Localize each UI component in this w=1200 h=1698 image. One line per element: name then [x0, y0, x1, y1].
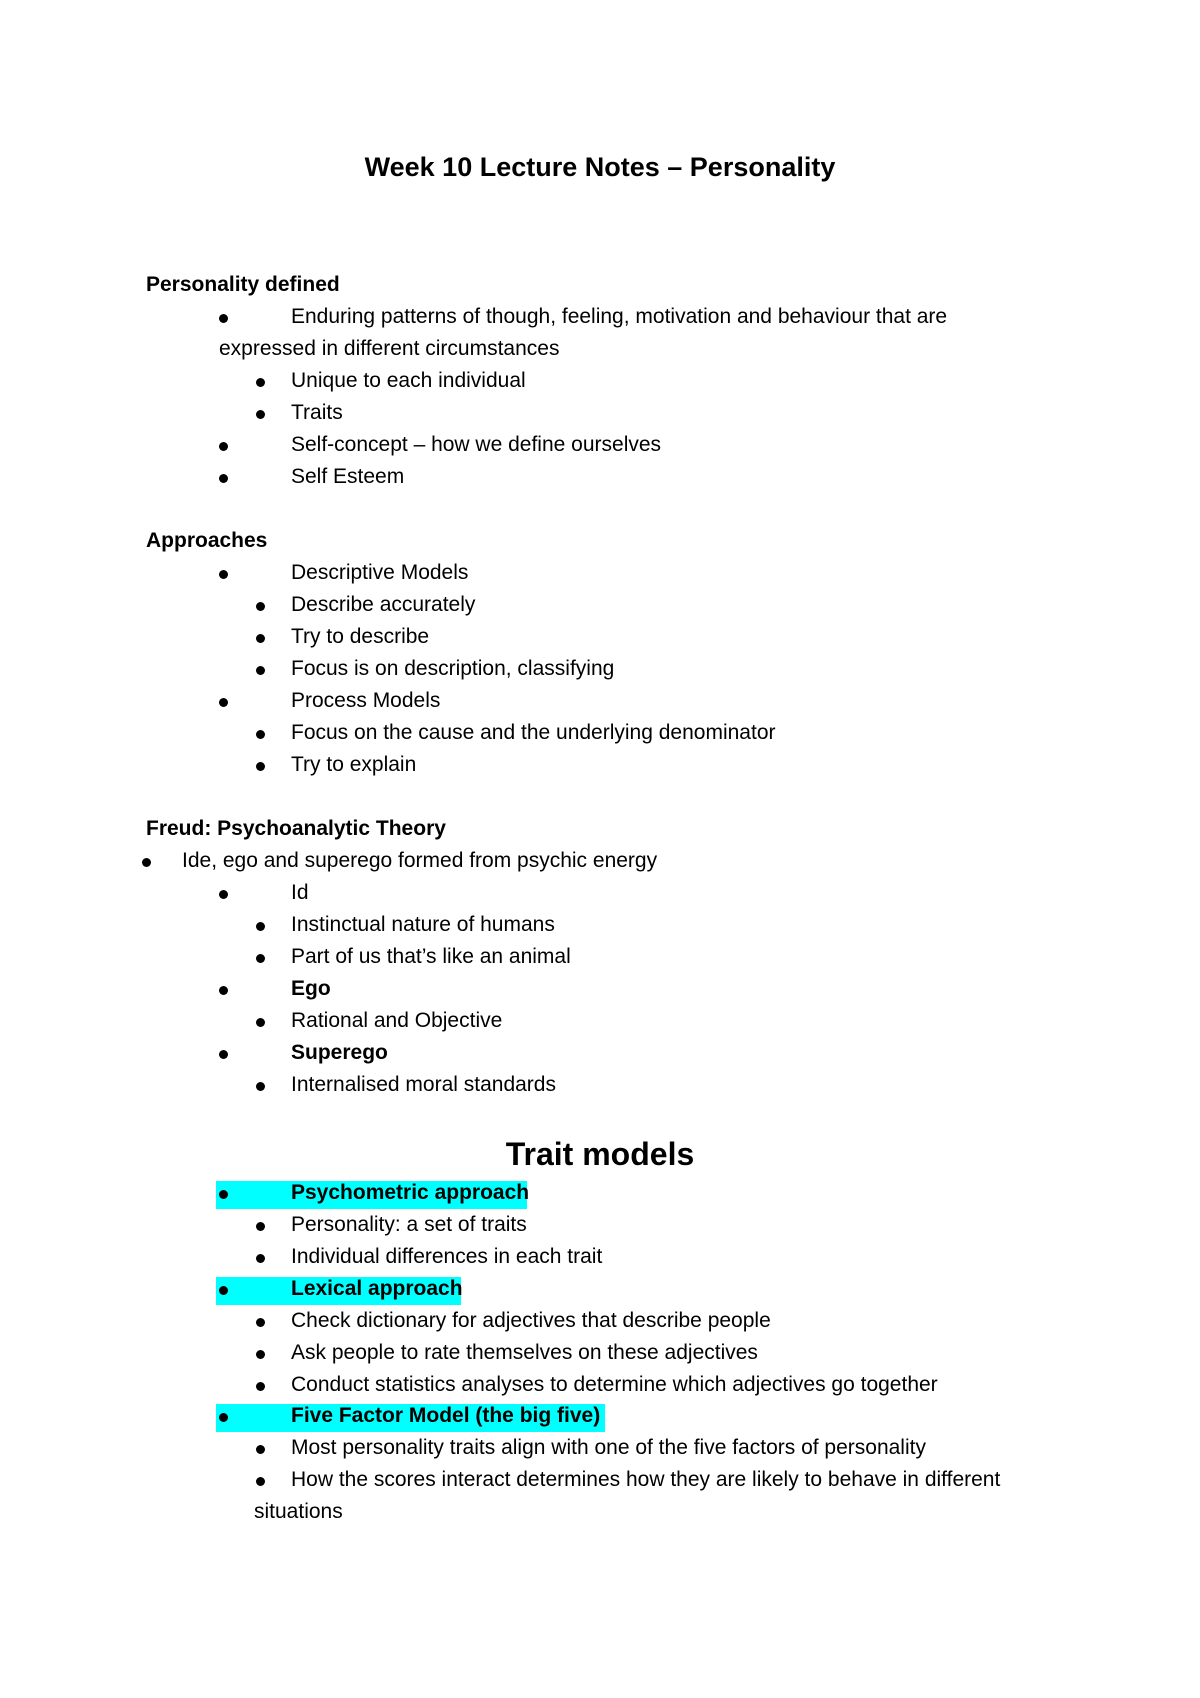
bullet-icon: [256, 1018, 265, 1027]
bullet-icon: [219, 1050, 228, 1059]
list-item: Check dictionary for adjectives that describe people: [291, 1309, 771, 1332]
list-item: Self-concept – how we define ourselves: [291, 433, 662, 456]
list-item-continuation: situations: [254, 1500, 343, 1523]
list-item: Try to explain: [291, 753, 417, 776]
list-item: Ide, ego and superego formed from psychic energy: [182, 849, 658, 872]
bullet-icon: [256, 762, 265, 771]
list-item: Id: [291, 881, 309, 904]
section-heading-trait-models: Trait models: [505, 1136, 695, 1172]
bullet-icon: [219, 890, 228, 899]
list-item: Traits: [291, 401, 343, 424]
list-item: Ask people to rate themselves on these adjectives: [291, 1341, 758, 1364]
bullet-icon: [256, 1082, 265, 1091]
list-item: Part of us that’s like an animal: [291, 945, 571, 968]
list-item: Personality: a set of traits: [291, 1213, 527, 1236]
list-item: Describe accurately: [291, 593, 476, 616]
list-item: How the scores interact determines how they are likely to behave in different: [291, 1468, 1001, 1491]
bullet-icon: [256, 666, 265, 675]
bullet-icon: [219, 1413, 228, 1422]
bullet-icon: [256, 1350, 265, 1359]
bullet-icon: [256, 1445, 265, 1454]
list-item: Superego: [291, 1041, 388, 1064]
list-item: Ego: [291, 977, 331, 1000]
bullet-icon: [219, 698, 228, 707]
bullet-icon: [256, 410, 265, 419]
bullet-icon: [219, 1190, 228, 1199]
bullet-icon: [256, 922, 265, 931]
list-item: Self Esteem: [291, 465, 405, 488]
bullet-icon: [256, 1382, 265, 1391]
bullet-icon: [256, 378, 265, 387]
list-item: Enduring patterns of though, feeling, motivation and behaviour that are: [291, 305, 948, 328]
section-heading-freud: Freud: Psychoanalytic Theory: [146, 817, 446, 840]
list-item: Descriptive Models: [291, 561, 469, 584]
bullet-icon: [256, 730, 265, 739]
list-item: Rational and Objective: [291, 1009, 503, 1032]
section-heading-personality-defined: Personality defined: [146, 273, 340, 296]
section-heading-approaches: Approaches: [146, 529, 268, 552]
list-item: Process Models: [291, 689, 441, 712]
list-item: Focus on the cause and the underlying denominator: [291, 721, 776, 744]
bullet-icon: [219, 986, 228, 995]
page-title: Week 10 Lecture Notes – Personality: [364, 152, 836, 182]
list-item-highlighted: Five Factor Model (the big five): [291, 1404, 601, 1427]
list-item: Try to describe: [291, 625, 430, 648]
bullet-icon: [256, 602, 265, 611]
list-item: Focus is on description, classifying: [291, 657, 615, 680]
bullet-icon: [219, 1286, 228, 1295]
bullet-icon: [219, 570, 228, 579]
list-item-highlighted: Psychometric approach: [291, 1181, 530, 1204]
list-item: Individual differences in each trait: [291, 1245, 603, 1268]
bullet-icon: [256, 1477, 265, 1486]
bullet-icon: [256, 1222, 265, 1231]
bullet-icon: [256, 1254, 265, 1263]
bullet-icon: [219, 442, 228, 451]
list-item: Instinctual nature of humans: [291, 913, 555, 936]
list-item: Conduct statistics analyses to determine which adjectives go together: [291, 1373, 938, 1396]
bullet-icon: [256, 634, 265, 643]
bullet-icon: [142, 858, 151, 867]
bullet-icon: [256, 954, 265, 963]
bullet-icon: [256, 1318, 265, 1327]
list-item: Internalised moral standards: [291, 1073, 556, 1096]
list-item: Unique to each individual: [291, 369, 526, 392]
bullet-icon: [219, 474, 228, 483]
list-item-highlighted: Lexical approach: [291, 1277, 463, 1300]
list-item-continuation: expressed in different circumstances: [219, 337, 560, 360]
bullet-icon: [219, 314, 228, 323]
list-item: Most personality traits align with one of the five factors of personality: [291, 1436, 926, 1459]
